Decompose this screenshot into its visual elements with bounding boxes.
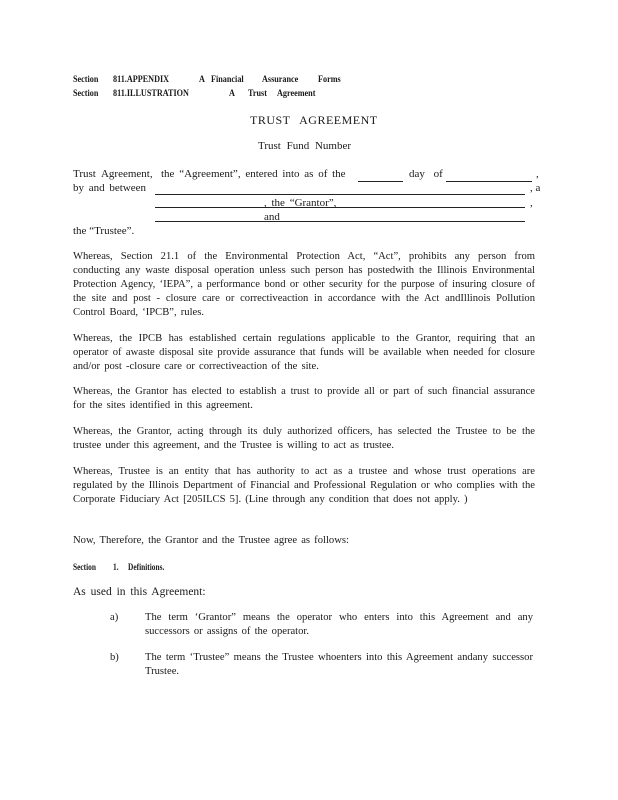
whereas-paragraph-2: Whereas, the IPCB has established certain regulations applicable to the Grantor, requiring that an operator of awaste disposal site provide assurance that funds will be available when needed for closure and/or post -closure care or correctiveaction of the site. — [73, 333, 535, 372]
section-1-label: Section — [73, 562, 96, 572]
month-year-blank-field[interactable] — [446, 181, 532, 182]
intro-comma-3: , — [530, 197, 533, 209]
header-word-forms: Forms — [318, 75, 341, 85]
intro-comma-1: , — [536, 168, 539, 180]
now-therefore-paragraph: Now, Therefore, the Grantor and the Trustee agree as follows: — [73, 535, 349, 546]
header-word-financial: Financial — [211, 75, 244, 85]
intro-day-of: day of — [409, 168, 443, 180]
definition-text-a: The term ‘Grantor” means the operator who enters into this Agreement and any successors or assigns of the operator. — [145, 612, 533, 637]
trust-fund-number-label: Trust Fund Number — [258, 140, 351, 152]
header-section-label-2: Section — [73, 89, 99, 99]
definition-label-b: b) — [110, 652, 119, 663]
header-section-number: 811.APPENDIX — [113, 75, 170, 85]
as-used-intro: As used in this Agreement: — [73, 586, 206, 598]
intro-entered-into: the “Agreement”, entered into as of the — [161, 168, 346, 180]
date-blank-field[interactable] — [358, 181, 403, 182]
definition-text-b: The term ‘Trustee” means the Trustee whoenters into this Agreement andany successor Trustee. — [145, 652, 533, 677]
intro-comma-a: , a — [530, 182, 541, 194]
whereas-paragraph-3: Whereas, the Grantor has elected to establish a trust to provide all or part of such financial assurance for the sites identified in this agreement. — [73, 386, 535, 411]
header-word-assurance: Assurance — [262, 75, 299, 85]
header-section-label: Section — [73, 75, 99, 85]
grantor-type-blank-field[interactable] — [155, 207, 525, 208]
whereas-paragraph-1: Whereas, Section 21.1 of the Environmental Protection Act, “Act”, prohibits any person from conducting any waste disposal operation unless such person has postedwith the Illinois Environmental Protection Agency, ‘IEPA”, a performance bond or other security for the purpose of insuring closure of the site and post - closure care or correctiveaction in accordance with the Act andIllinois Pollution Control Board, ‘IPCB”, rules. — [73, 251, 535, 318]
trustee-name-blank-field[interactable] — [155, 221, 525, 222]
intro-and: and — [264, 211, 280, 223]
whereas-paragraph-5: Whereas, Trustee is an entity that has authority to act as a trustee and whose trust operations are regulated by the Illinois Department of Financial and Professional Regulation or who complies with the Corporate Fiduciary Act [205ILCS 5]. (Line through any condition that does not apply. ) — [73, 466, 535, 505]
intro-the-grantor: , the “Grantor”, — [264, 197, 337, 209]
whereas-paragraph-4: Whereas, the Grantor, acting through its duly authorized officers, has selected the Trustee to be the trustee under this agreement, and the Trustee is willing to act as trustee. — [73, 426, 535, 451]
intro-the-trustee: the “Trustee”. — [73, 225, 135, 237]
intro-trust-agreement: Trust Agreement, — [73, 168, 153, 180]
section-1-title: Definitions. — [128, 562, 165, 572]
grantor-name-blank-field[interactable] — [155, 194, 525, 195]
section-1-number: 1. — [113, 562, 119, 572]
document-title: TRUST AGREEMENT — [250, 113, 378, 127]
header-word-agreement: Agreement — [277, 89, 316, 99]
header-illustration: 811.ILLUSTRATION — [113, 89, 189, 99]
intro-by-and-between: by and between — [73, 182, 147, 194]
header-word-trust: Trust — [248, 89, 267, 99]
definition-label-a: a) — [110, 612, 119, 623]
header-illustration-letter: A — [229, 89, 235, 99]
header-appendix-letter: A — [199, 75, 205, 85]
